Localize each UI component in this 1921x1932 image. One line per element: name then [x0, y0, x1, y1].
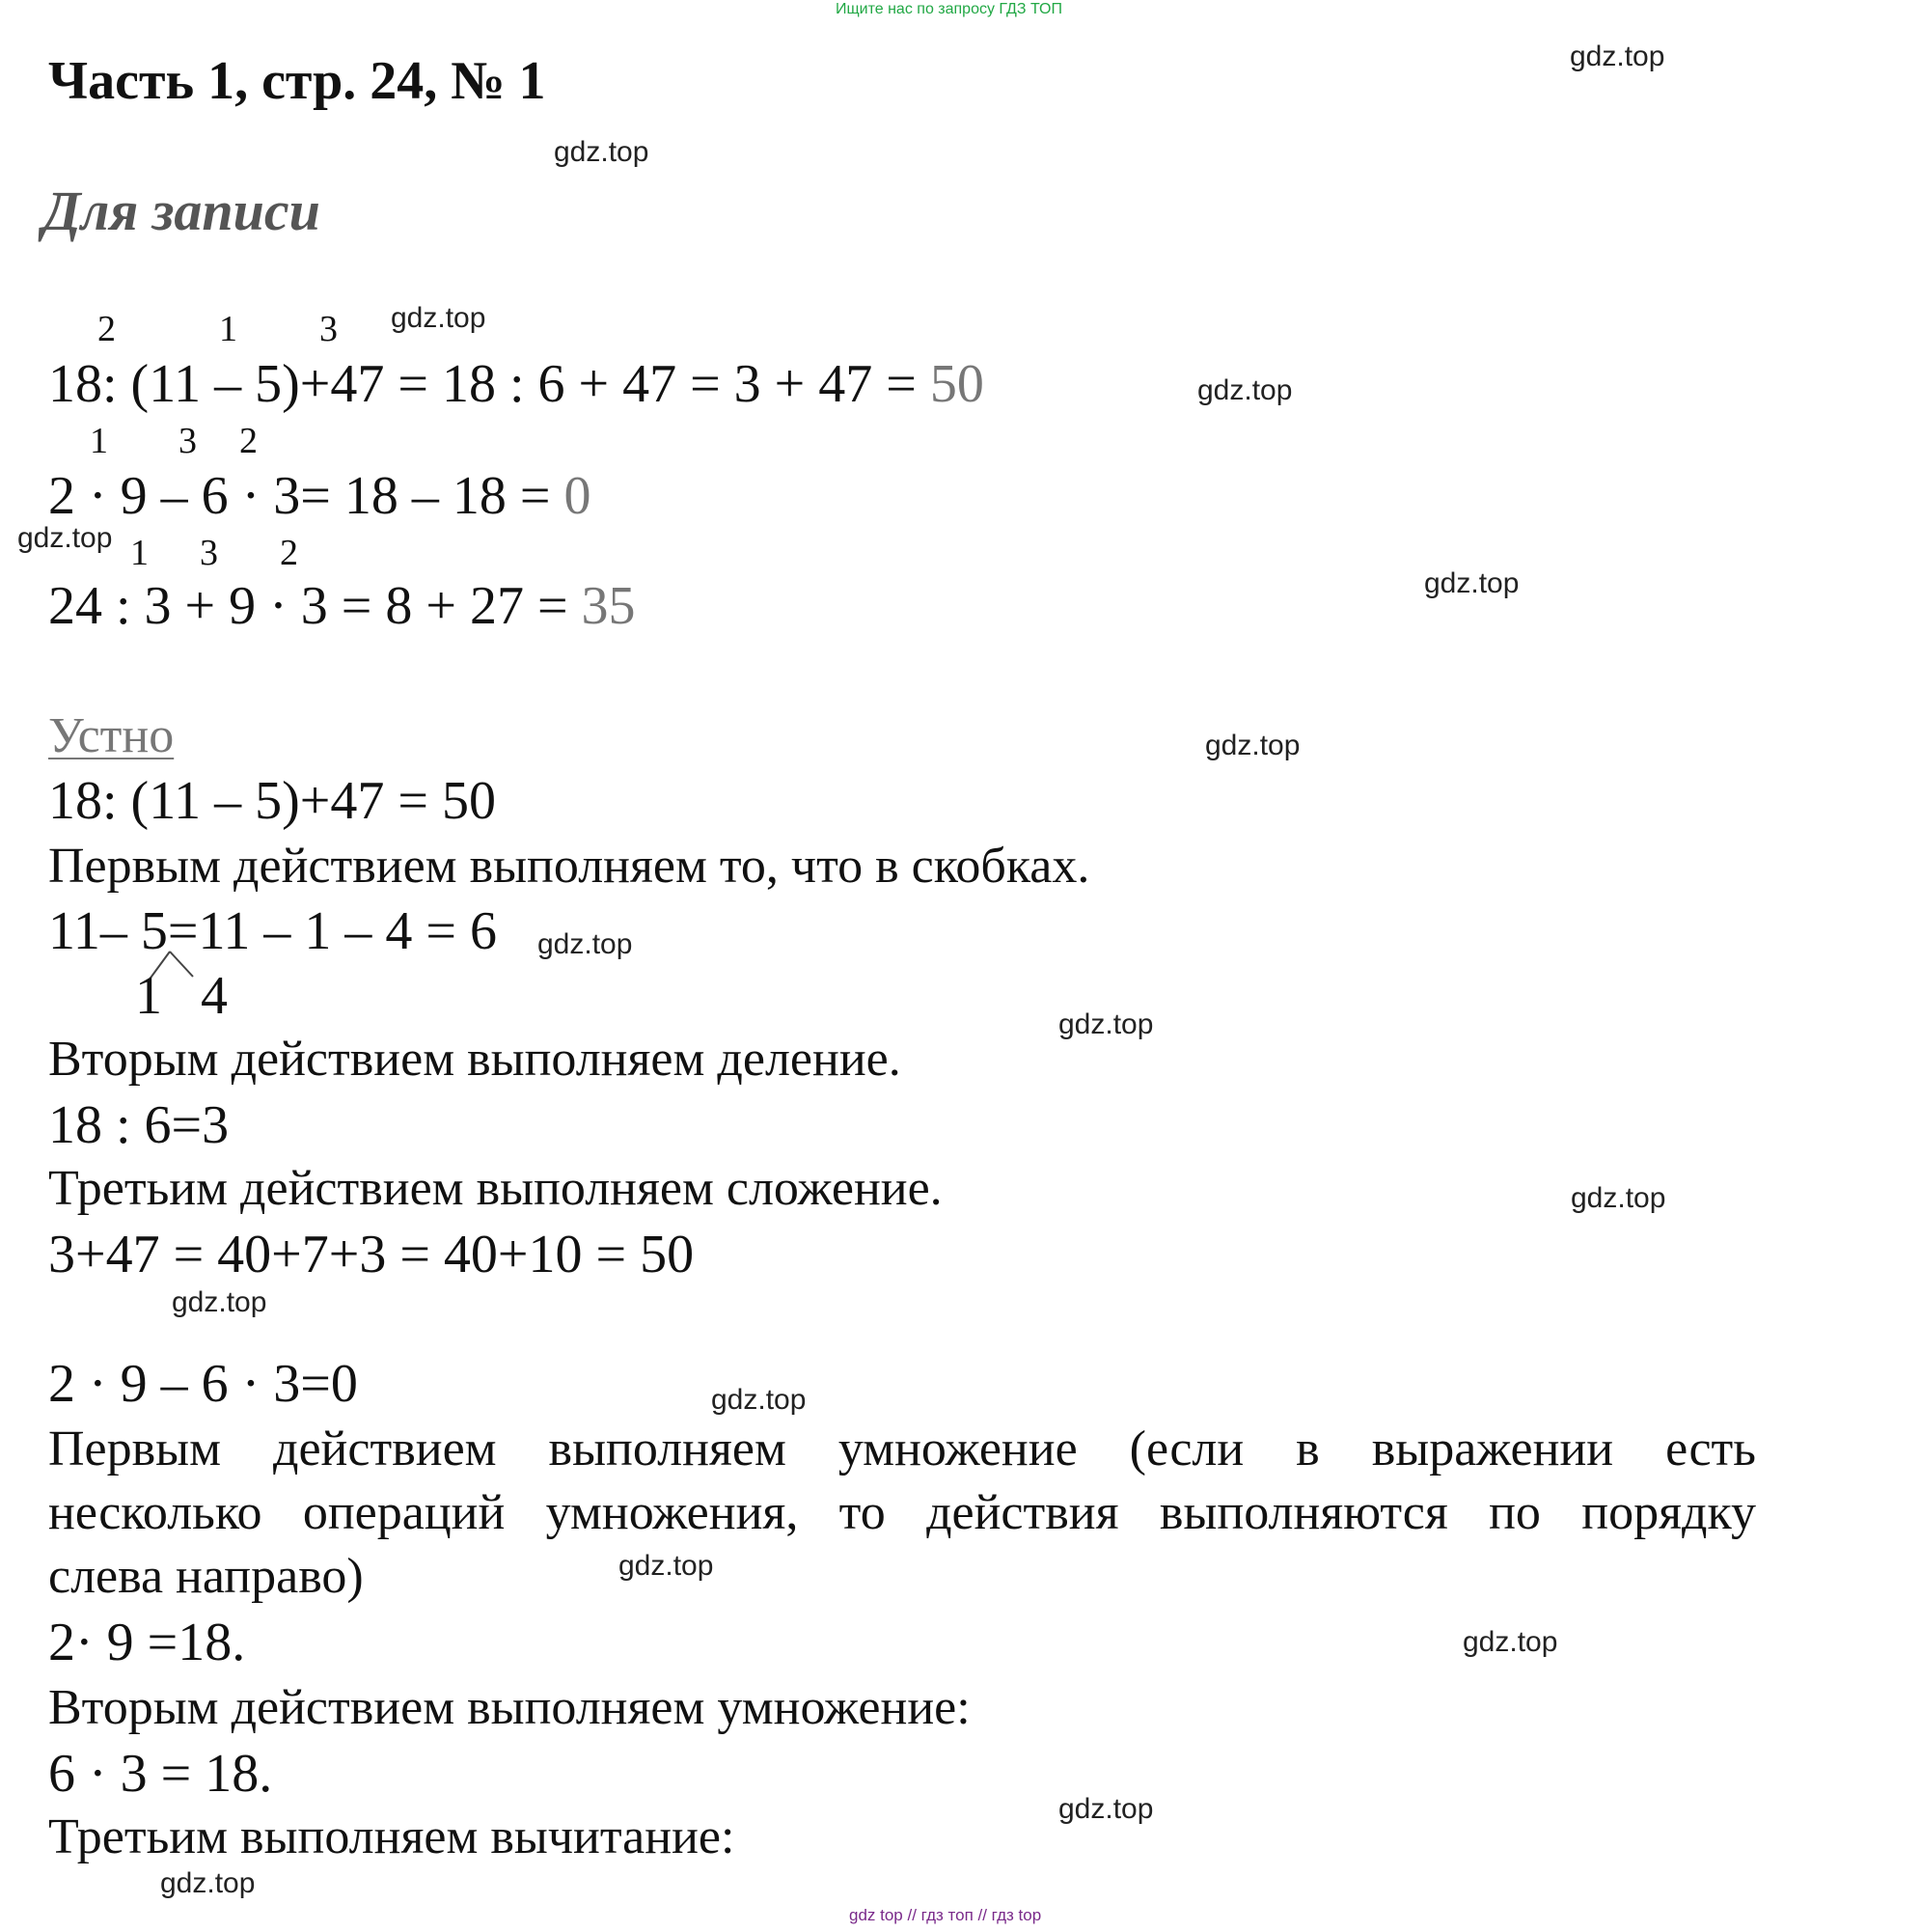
operation-order: 3 — [200, 533, 218, 573]
explanation-line: несколько операций умножения, то действия выполняются по порядку — [48, 1485, 1756, 1540]
calculation-line: 11– 5=11 – 1 – 4 = 6 — [48, 901, 498, 961]
expression-answer: 0 — [563, 466, 591, 526]
oral-expression: 2 · 9 – 6 · 3=0 — [48, 1354, 358, 1414]
explanation-line: Вторым действием выполняем деление. — [48, 1032, 901, 1087]
operation-order: 1 — [90, 421, 108, 461]
explanation-line: Третьим действием выполняем сложение. — [48, 1161, 943, 1216]
explanation-line: Первым действием выполняем умножение (если в выражении есть — [48, 1421, 1756, 1477]
calculation-line: 3+47 = 40+7+3 = 40+10 = 50 — [48, 1225, 695, 1284]
watermark: gdz.top — [1571, 1182, 1666, 1214]
watermark: gdz.top — [1205, 730, 1301, 761]
watermark: gdz.top — [711, 1384, 807, 1416]
watermark: gdz.top — [17, 522, 113, 554]
explanation-line: Вторым действием выполняем умножение: — [48, 1680, 971, 1735]
watermark: gdz.top — [1058, 1793, 1154, 1825]
explanation-line: Третьим выполняем вычитание: — [48, 1809, 735, 1864]
expression-answer: 35 — [581, 576, 636, 636]
footer-links[interactable]: gdz top // гдз топ // гдз top — [849, 1906, 1042, 1924]
operation-order: 2 — [280, 533, 298, 573]
operation-order: 1 — [219, 309, 237, 349]
decomposition-part: 1 — [135, 966, 162, 1026]
record-heading: Для записи — [42, 179, 320, 242]
oral-heading: Устно — [48, 708, 175, 763]
watermark: gdz.top — [1463, 1626, 1558, 1658]
watermark: gdz.top — [391, 302, 486, 334]
decomposition-part: 4 — [201, 966, 228, 1026]
expression-text: 18: (11 – 5)+47 = 18 : 6 + 47 = 3 + 47 = — [48, 354, 930, 414]
explanation-line: Первым действием выполняем то, что в скобках. — [48, 839, 1090, 894]
watermark: gdz.top — [1424, 567, 1520, 599]
watermark: gdz.top — [172, 1286, 267, 1318]
expression-text: 2 · 9 – 6 · 3= 18 – 18 = — [48, 466, 564, 526]
page-title: Часть 1, стр. 24, № 1 — [48, 51, 546, 111]
operation-order: 2 — [97, 309, 116, 349]
operation-order: 1 — [130, 533, 149, 573]
watermark: gdz.top — [1570, 41, 1665, 72]
watermark: gdz.top — [537, 928, 633, 960]
calculation-line: 18 : 6=3 — [48, 1095, 230, 1155]
explanation-line: слева направо) — [48, 1549, 364, 1604]
operation-order: 2 — [239, 421, 258, 461]
watermark: gdz.top — [1058, 1008, 1154, 1040]
oral-expression: 18: (11 – 5)+47 = 50 — [48, 771, 496, 831]
watermark: gdz.top — [618, 1550, 714, 1582]
expression-text: 24 : 3 + 9 · 3 = 8 + 27 = — [48, 576, 582, 636]
watermark: gdz.top — [160, 1867, 256, 1899]
watermark: gdz.top — [554, 136, 649, 168]
operation-order: 3 — [178, 421, 197, 461]
calculation-line: 6 · 3 = 18. — [48, 1744, 273, 1804]
expression-answer: 50 — [929, 354, 984, 414]
expression-line — [48, 576, 636, 636]
expression-line — [48, 354, 984, 414]
top-banner[interactable]: Ищите нас по запросу ГДЗ ТОП — [836, 1, 1062, 17]
watermark: gdz.top — [1197, 374, 1293, 406]
operation-order: 3 — [319, 309, 338, 349]
calculation-line: 2· 9 =18. — [48, 1613, 246, 1672]
expression-line — [48, 466, 591, 526]
